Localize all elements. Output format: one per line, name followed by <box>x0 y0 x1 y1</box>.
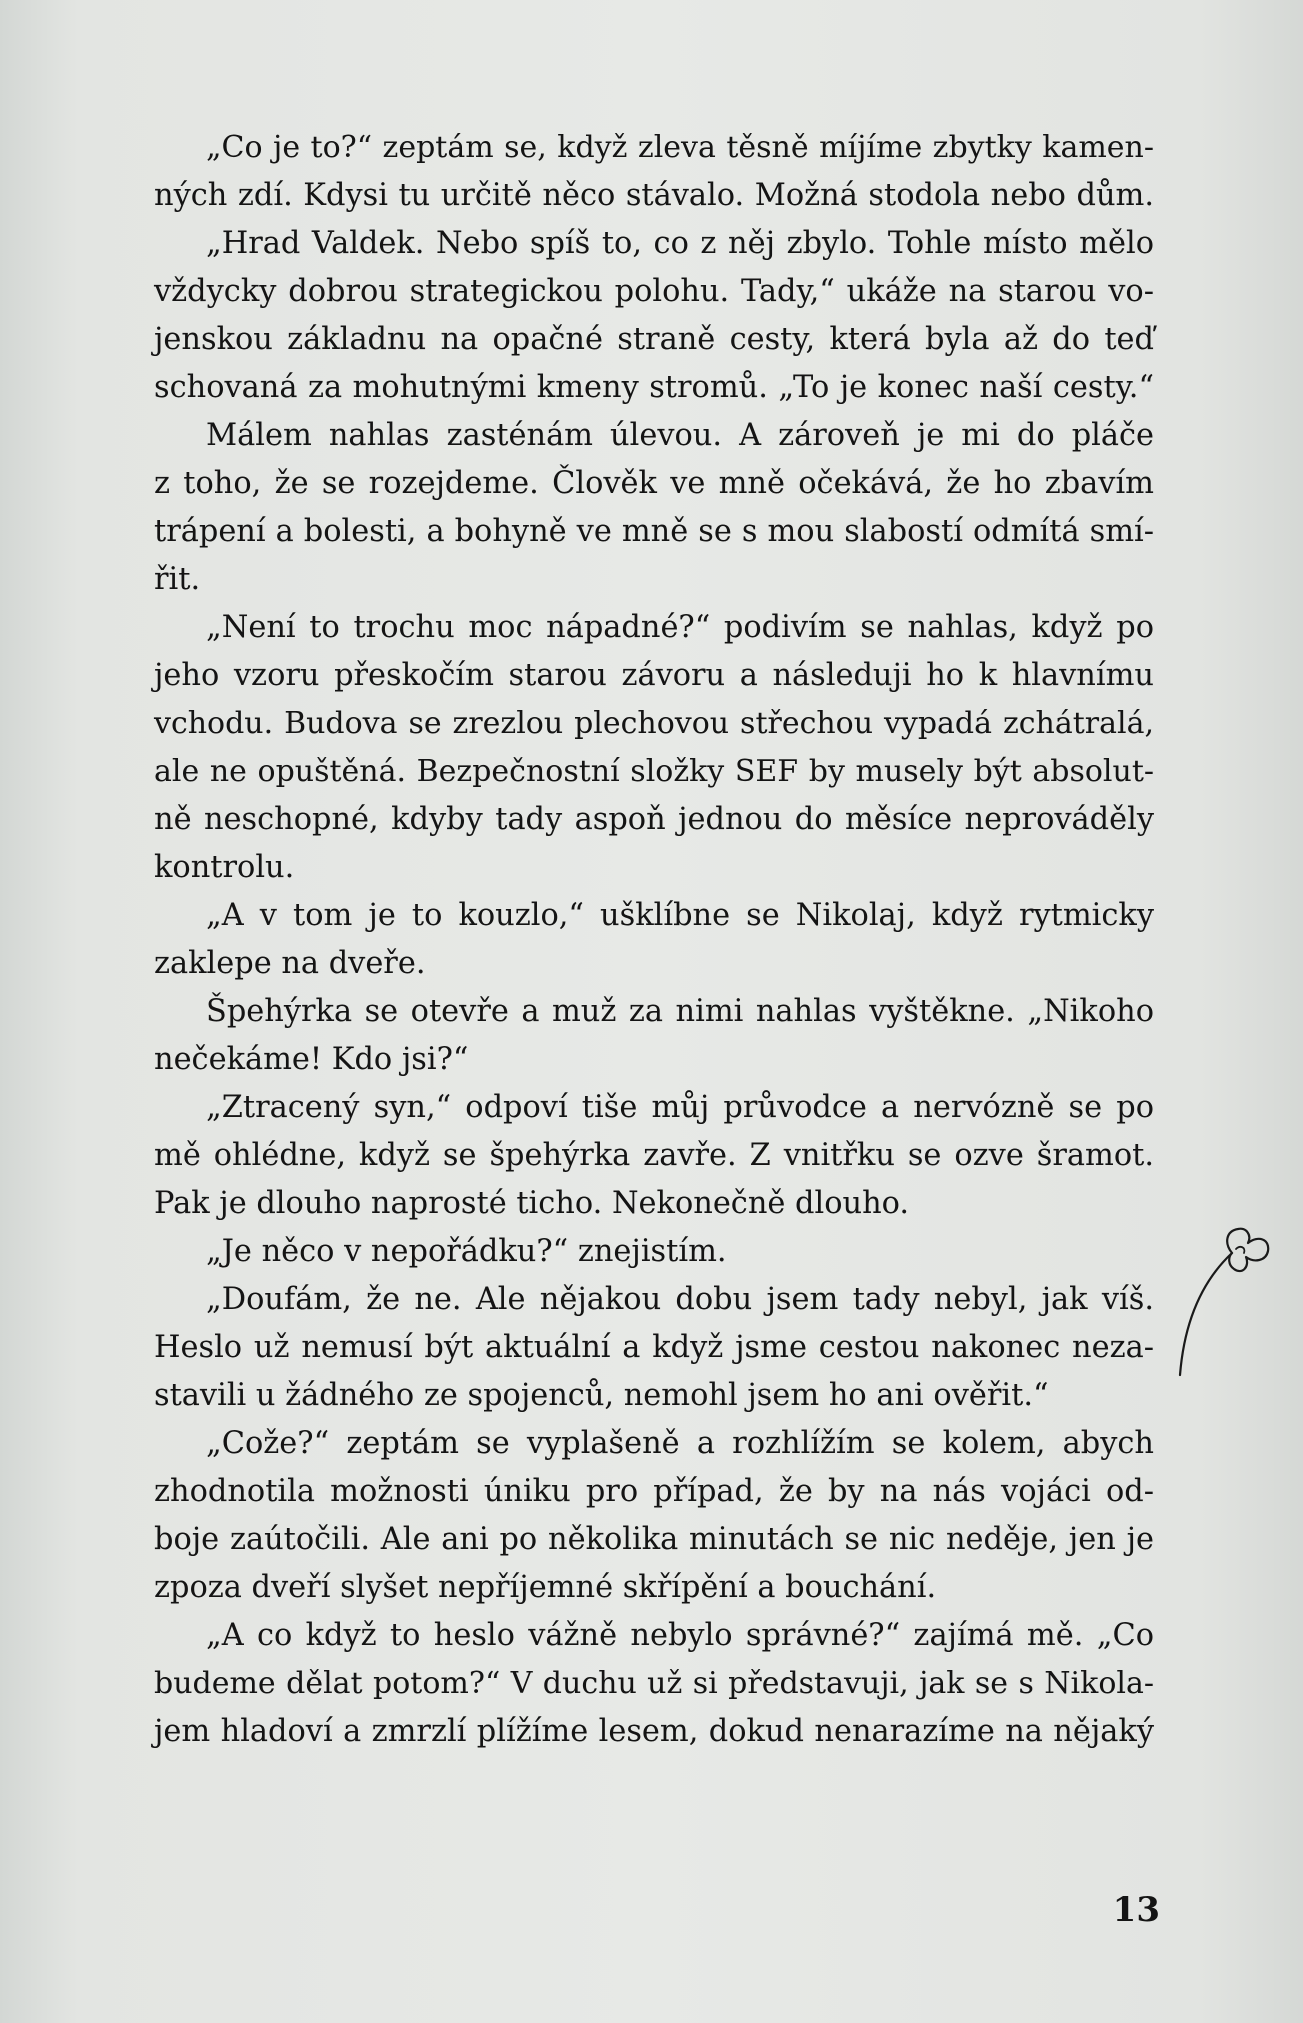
text-line: „Je něco v nepořádku?“ znejistím. <box>206 1234 727 1269</box>
text-line: „Hrad Valdek. Nebo spíš to, co z něj zbylo. Tohle místo mělo <box>206 226 1154 261</box>
text-line: z toho, že se rozejdeme. Člověk ve mně očekává, že ho zbavím <box>154 466 1154 501</box>
text-line: Špehýrka se otevře a muž za nimi nahlas vyštěkne. „Nikoho <box>206 994 1154 1029</box>
text-line: schovaná za mohutnými kmeny stromů. „To je konec naší cesty.“ <box>154 370 1154 405</box>
flower-doodle-icon <box>1170 1205 1290 1385</box>
text-line: stavili u žádného ze spojenců, nemohl jsem ho ani ověřit.“ <box>154 1378 1049 1413</box>
text-line: Pak je dlouho naprosté ticho. Nekonečně dlouho. <box>154 1186 910 1221</box>
text-line: mě ohlédne, když se špehýrka zavře. Z vnitřku se ozve šramot. <box>154 1138 1154 1173</box>
text-line: boje zaútočili. Ale ani po několika minutách se nic neděje, jen je <box>154 1522 1154 1557</box>
text-line: Málem nahlas zasténám úlevou. A zároveň je mi do pláče <box>206 418 1154 453</box>
text-line: „Není to trochu moc nápadné?“ podivím se nahlas, když po <box>206 610 1154 645</box>
text-line: zpoza dveří slyšet nepříjemné skřípění a bouchání. <box>154 1570 937 1605</box>
text-line: „Ztracený syn,“ odpoví tiše můj průvodce a nervózně se po <box>206 1090 1154 1125</box>
text-line: „Cože?“ zeptám se vyplašeně a rozhlížím se kolem, abych <box>206 1426 1154 1461</box>
text-line: jenskou základnu na opačné straně cesty, která byla až do teď <box>154 322 1154 357</box>
text-line: Heslo už nemusí být aktuální a když jsme cestou nakonec neza- <box>154 1330 1154 1365</box>
text-line: jeho vzoru přeskočím starou závoru a následuji ho k hlavnímu <box>154 658 1154 693</box>
text-line: „A v tom je to kouzlo,“ ušklíbne se Nikolaj, když rytmicky <box>206 898 1154 933</box>
text-line: řit. <box>154 562 201 597</box>
text-line: ale ne opuštěná. Bezpečnostní složky SEF by musely být absolut- <box>154 754 1154 789</box>
text-line: zhodnotila možnosti úniku pro případ, že by na nás vojáci od- <box>154 1474 1154 1509</box>
page-number: 13 <box>1112 1890 1160 1930</box>
text-line: jem hladoví a zmrzlí plížíme lesem, dokud nenarazíme na nějaký <box>154 1714 1154 1749</box>
text-line: zaklepe na dveře. <box>154 946 426 981</box>
text-line: „A co když to heslo vážně nebylo správné?“ zajímá mě. „Co <box>206 1618 1154 1653</box>
text-line: nečekáme! Kdo jsi?“ <box>154 1042 469 1077</box>
text-line: „Co je to?“ zeptám se, když zleva těsně míjíme zbytky kamen- <box>206 130 1154 165</box>
text-line: vchodu. Budova se zrezlou plechovou střechou vypadá zchátralá, <box>154 706 1154 741</box>
text-line: budeme dělat potom?“ V duchu už si představuji, jak se s Nikola- <box>154 1666 1154 1701</box>
text-line: vždycky dobrou strategickou polohu. Tady,“ ukáže na starou vo- <box>154 274 1154 309</box>
text-line: „Doufám, že ne. Ale nějakou dobu jsem tady nebyl, jak víš. <box>206 1282 1154 1317</box>
text-line: kontrolu. <box>154 850 295 885</box>
text-line: trápení a bolesti, a bohyně ve mně se s mou slabostí odmítá smí- <box>154 514 1154 549</box>
text-line: ně neschopné, kdyby tady aspoň jednou do měsíce neprováděly <box>154 802 1154 837</box>
text-line: ných zdí. Kdysi tu určitě něco stávalo. Možná stodola nebo dům. <box>154 178 1154 213</box>
page-text <box>154 124 1154 1756</box>
